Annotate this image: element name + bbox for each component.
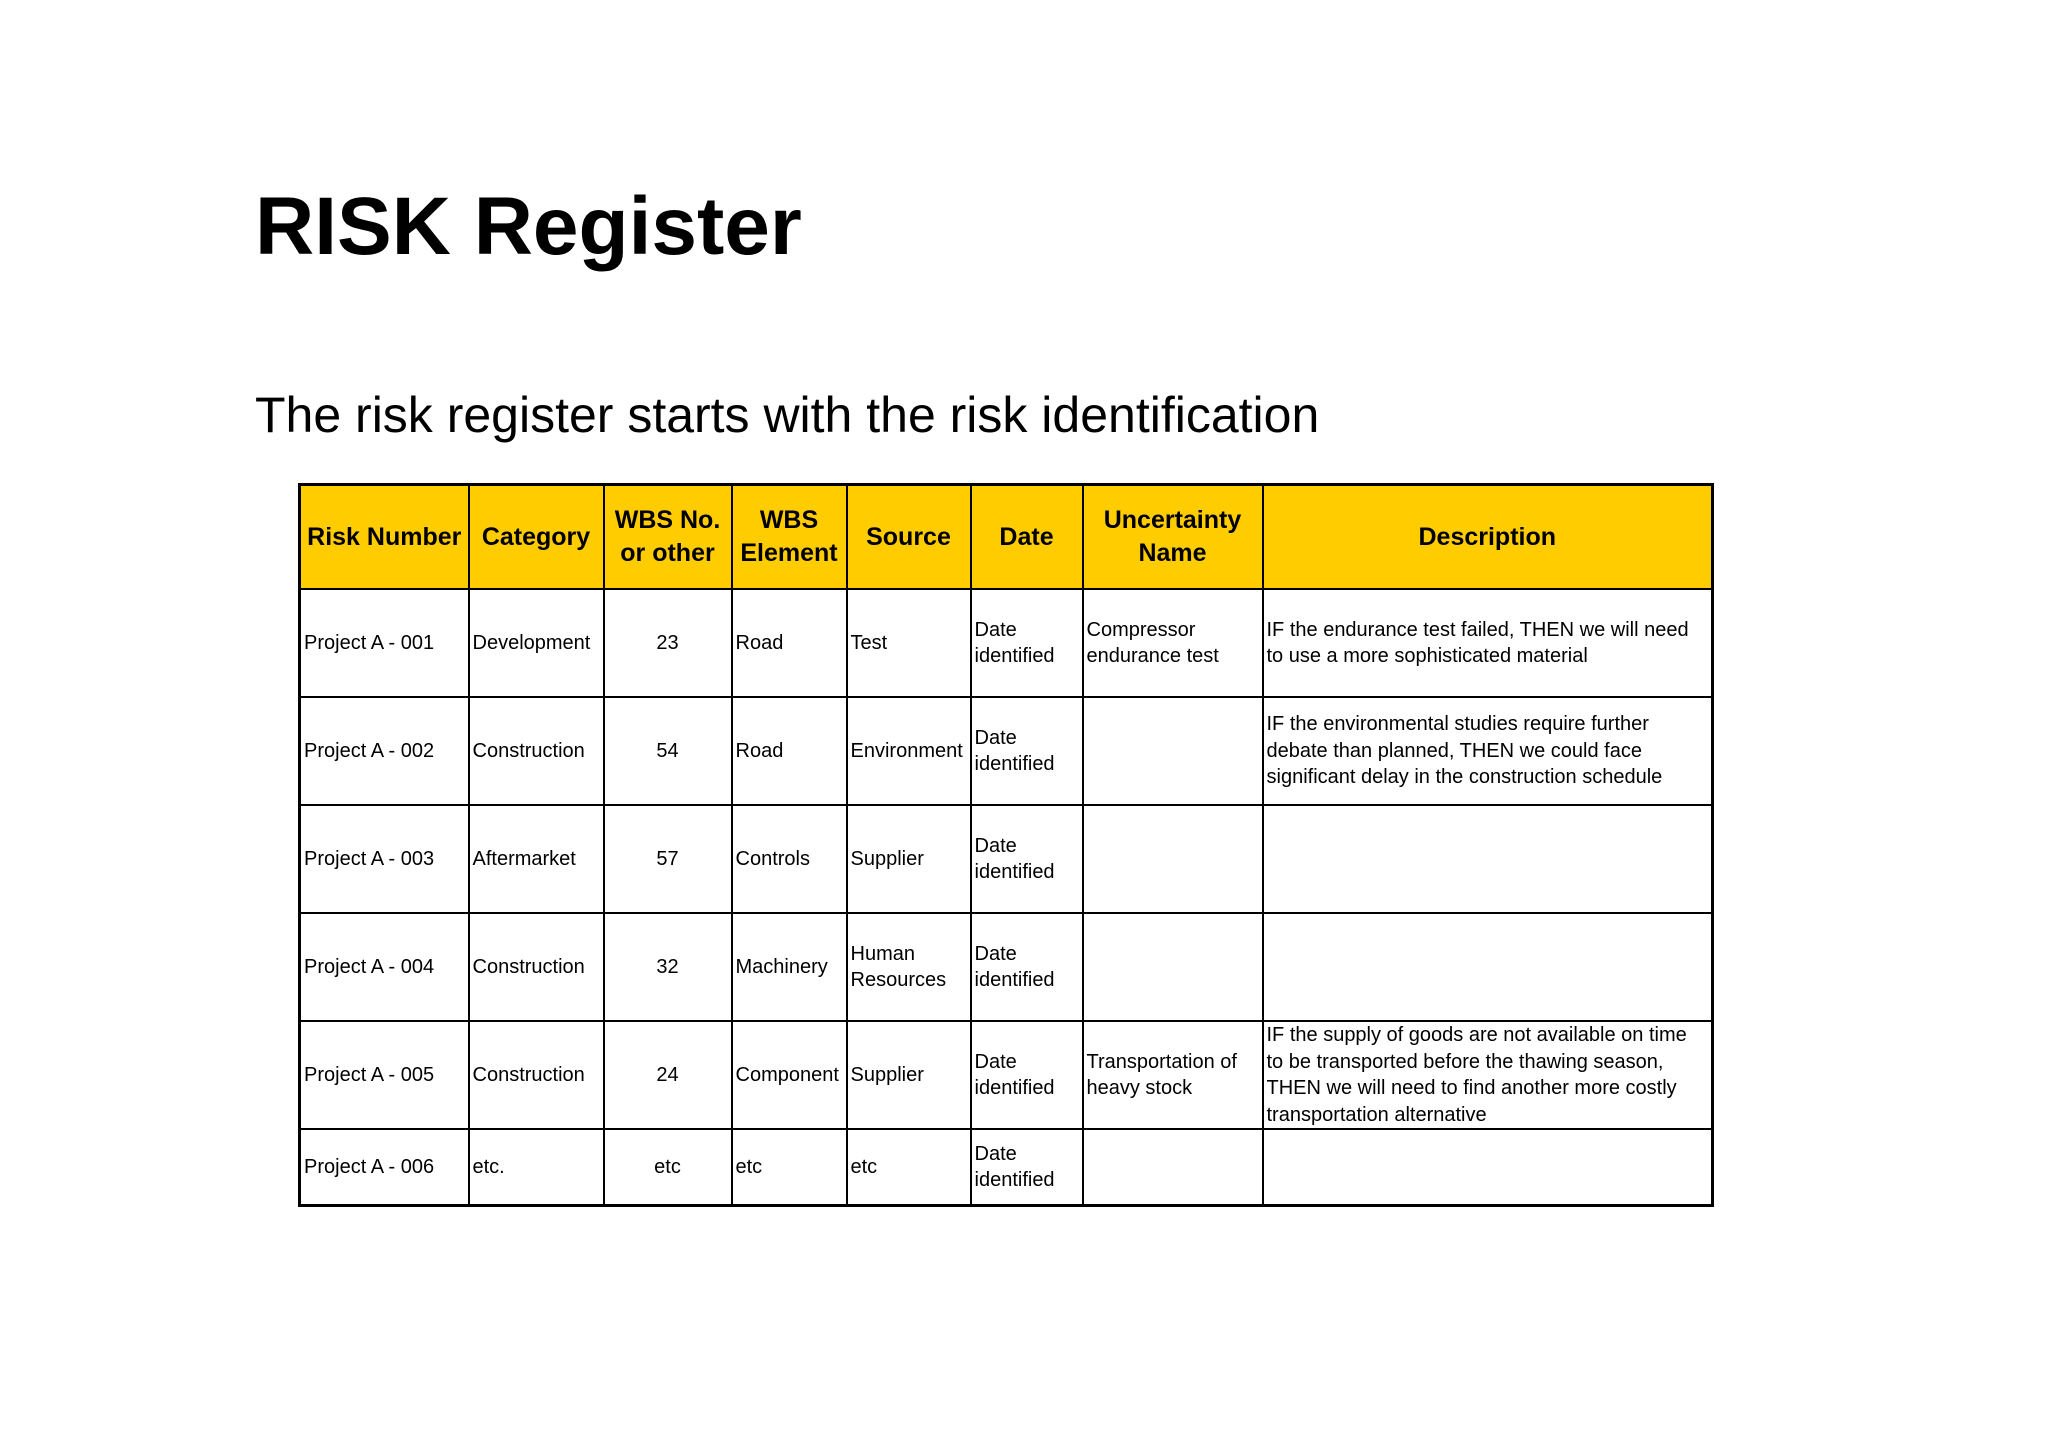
page-title: RISK Register	[255, 181, 802, 272]
risk-number-cell: Project A - 001	[300, 589, 469, 697]
header-row	[300, 485, 1713, 590]
risk-number-cell: Project A - 006	[300, 1129, 469, 1206]
table-row	[300, 697, 1713, 805]
header-risk-number: Risk Number	[300, 485, 469, 590]
uncertainty-name-cell	[1083, 913, 1263, 1021]
category-cell: Construction	[469, 913, 604, 1021]
description-cell	[1263, 913, 1713, 1021]
source-cell: Human Resources	[847, 913, 971, 1021]
risk-register-table	[298, 483, 1714, 1207]
category-cell: etc.	[469, 1129, 604, 1206]
table-row	[300, 1021, 1713, 1129]
wbs-element-cell: Road	[732, 697, 847, 805]
source-cell: Environment	[847, 697, 971, 805]
header-uncertainty-name: Uncertainty Name	[1083, 485, 1263, 590]
wbs-element-cell: Controls	[732, 805, 847, 913]
description-cell	[1263, 805, 1713, 913]
header-wbs-no: WBS No. or other	[604, 485, 732, 590]
risk-number-cell: Project A - 005	[300, 1021, 469, 1129]
risk-number-cell: Project A - 003	[300, 805, 469, 913]
source-cell: Test	[847, 589, 971, 697]
uncertainty-name-cell: Compressor endurance test	[1083, 589, 1263, 697]
description-cell: IF the endurance test failed, THEN we will need to use a more sophisticated material	[1263, 589, 1713, 697]
table-row	[300, 805, 1713, 913]
wbs-no-cell: 32	[604, 913, 732, 1021]
wbs-element-cell: Machinery	[732, 913, 847, 1021]
description-cell: IF the environmental studies require further debate than planned, THEN we could face significant delay in the construction schedule	[1263, 697, 1713, 805]
date-cell: Date identified	[971, 589, 1083, 697]
table-row	[300, 1129, 1713, 1206]
table-row	[300, 589, 1713, 697]
category-cell: Aftermarket	[469, 805, 604, 913]
category-cell: Development	[469, 589, 604, 697]
source-cell: Supplier	[847, 805, 971, 913]
wbs-element-cell: Road	[732, 589, 847, 697]
wbs-element-cell: etc	[732, 1129, 847, 1206]
page-subtitle: The risk register starts with the risk identification	[255, 387, 1320, 443]
description-cell: IF the supply of goods are not available on time to be transported before the thawing season, THEN we will need to find another more costly transportation alternative	[1263, 1021, 1713, 1129]
wbs-no-cell: 54	[604, 697, 732, 805]
source-cell: Supplier	[847, 1021, 971, 1129]
wbs-no-cell: 57	[604, 805, 732, 913]
risk-number-cell: Project A - 002	[300, 697, 469, 805]
uncertainty-name-cell	[1083, 1129, 1263, 1206]
uncertainty-name-cell	[1083, 805, 1263, 913]
date-cell: Date identified	[971, 697, 1083, 805]
date-cell: Date identified	[971, 805, 1083, 913]
date-cell: Date identified	[971, 1129, 1083, 1206]
description-cell	[1263, 1129, 1713, 1206]
risk-number-cell: Project A - 004	[300, 913, 469, 1021]
wbs-element-cell: Component	[732, 1021, 847, 1129]
table-row	[300, 913, 1713, 1021]
category-cell: Construction	[469, 697, 604, 805]
header-description: Description	[1263, 485, 1713, 590]
uncertainty-name-cell	[1083, 697, 1263, 805]
date-cell: Date identified	[971, 1021, 1083, 1129]
header-wbs-element: WBS Element	[732, 485, 847, 590]
uncertainty-name-cell: Transportation of heavy stock	[1083, 1021, 1263, 1129]
table-body	[300, 589, 1713, 1206]
source-cell: etc	[847, 1129, 971, 1206]
table-header	[300, 485, 1713, 590]
category-cell: Construction	[469, 1021, 604, 1129]
wbs-no-cell: 23	[604, 589, 732, 697]
date-cell: Date identified	[971, 913, 1083, 1021]
header-category: Category	[469, 485, 604, 590]
header-source: Source	[847, 485, 971, 590]
wbs-no-cell: 24	[604, 1021, 732, 1129]
header-date: Date	[971, 485, 1083, 590]
wbs-no-cell: etc	[604, 1129, 732, 1206]
